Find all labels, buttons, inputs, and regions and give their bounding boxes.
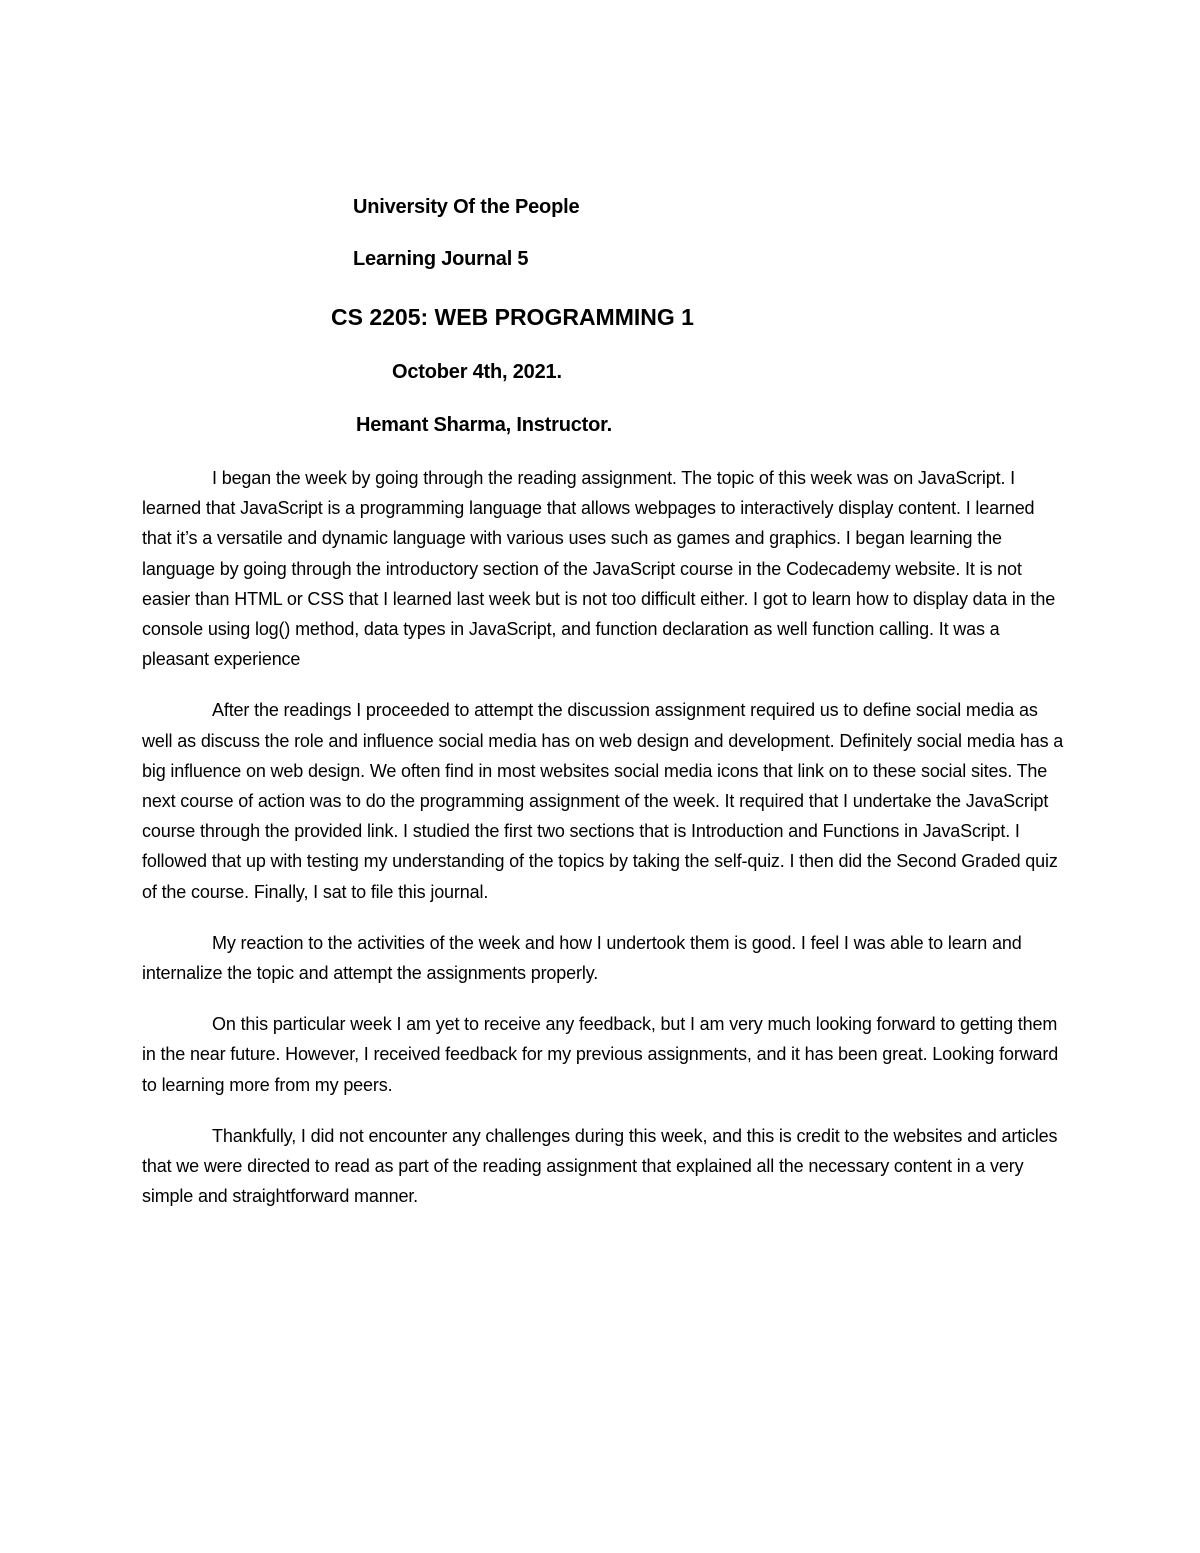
paragraph-3: My reaction to the activities of the week and how I undertook them is good. I feel I was able to learn and internalize the topic and attempt the assignments properly. [142, 932, 1022, 984]
course-title: CS 2205: WEB PROGRAMMING 1 [331, 304, 694, 330]
paragraph-4: On this particular week I am yet to receive any feedback, but I am very much looking forward to getting them in the near future. However, I received feedback for my previous assignments, and it has been great. Looking forward to learning more from my peers. [142, 1014, 1059, 1095]
paragraph-5: Thankfully, I did not encounter any challenges during this week, and this is credit to the websites and articles that we were directed to read as part of the reading assignment that explained all the necessary content in a very simple and straightforward manner. [142, 1125, 1058, 1207]
date-line: October 4th, 2021. [392, 361, 562, 383]
paragraph-1: I began the week by going through the reading assignment. The topic of this week was on JavaScript. I learned that JavaScript is a programming language that allows webpages to interactively display content. I learned that it’s a versatile and dynamic language with various uses such as games and graphics. I began learning the language by going through the introductory section of the JavaScript course in the Codecademy website. It is not easier than HTML or CSS that I learned last week but is not too difficult either. I got to learn how to display data in the console using log() method, data types in JavaScript, and function declaration as well function calling. It was a pleasant experience [142, 468, 1056, 670]
journal-body [142, 463, 1067, 1232]
university-heading: University Of the People [353, 196, 580, 218]
paragraph-2: After the readings I proceeded to attempt the discussion assignment required us to define social media as well as discuss the role and influence social media has on web design and development. Definitely social media has a big influence on web design. We often find in most websites social media icons that link on to these social sites. The next course of action was to do the programming assignment of the week. It required that I undertake the JavaScript course through the provided link. I studied the first two sections that is Introduction and Functions in JavaScript. I followed that up with testing my understanding of the topics by taking the self-quiz. I then did the Second Graded quiz of the course. Finally, I sat to file this journal. [142, 700, 1064, 902]
journal-title: Learning Journal 5 [353, 248, 529, 270]
instructor-line: Hemant Sharma, Instructor. [356, 414, 612, 436]
